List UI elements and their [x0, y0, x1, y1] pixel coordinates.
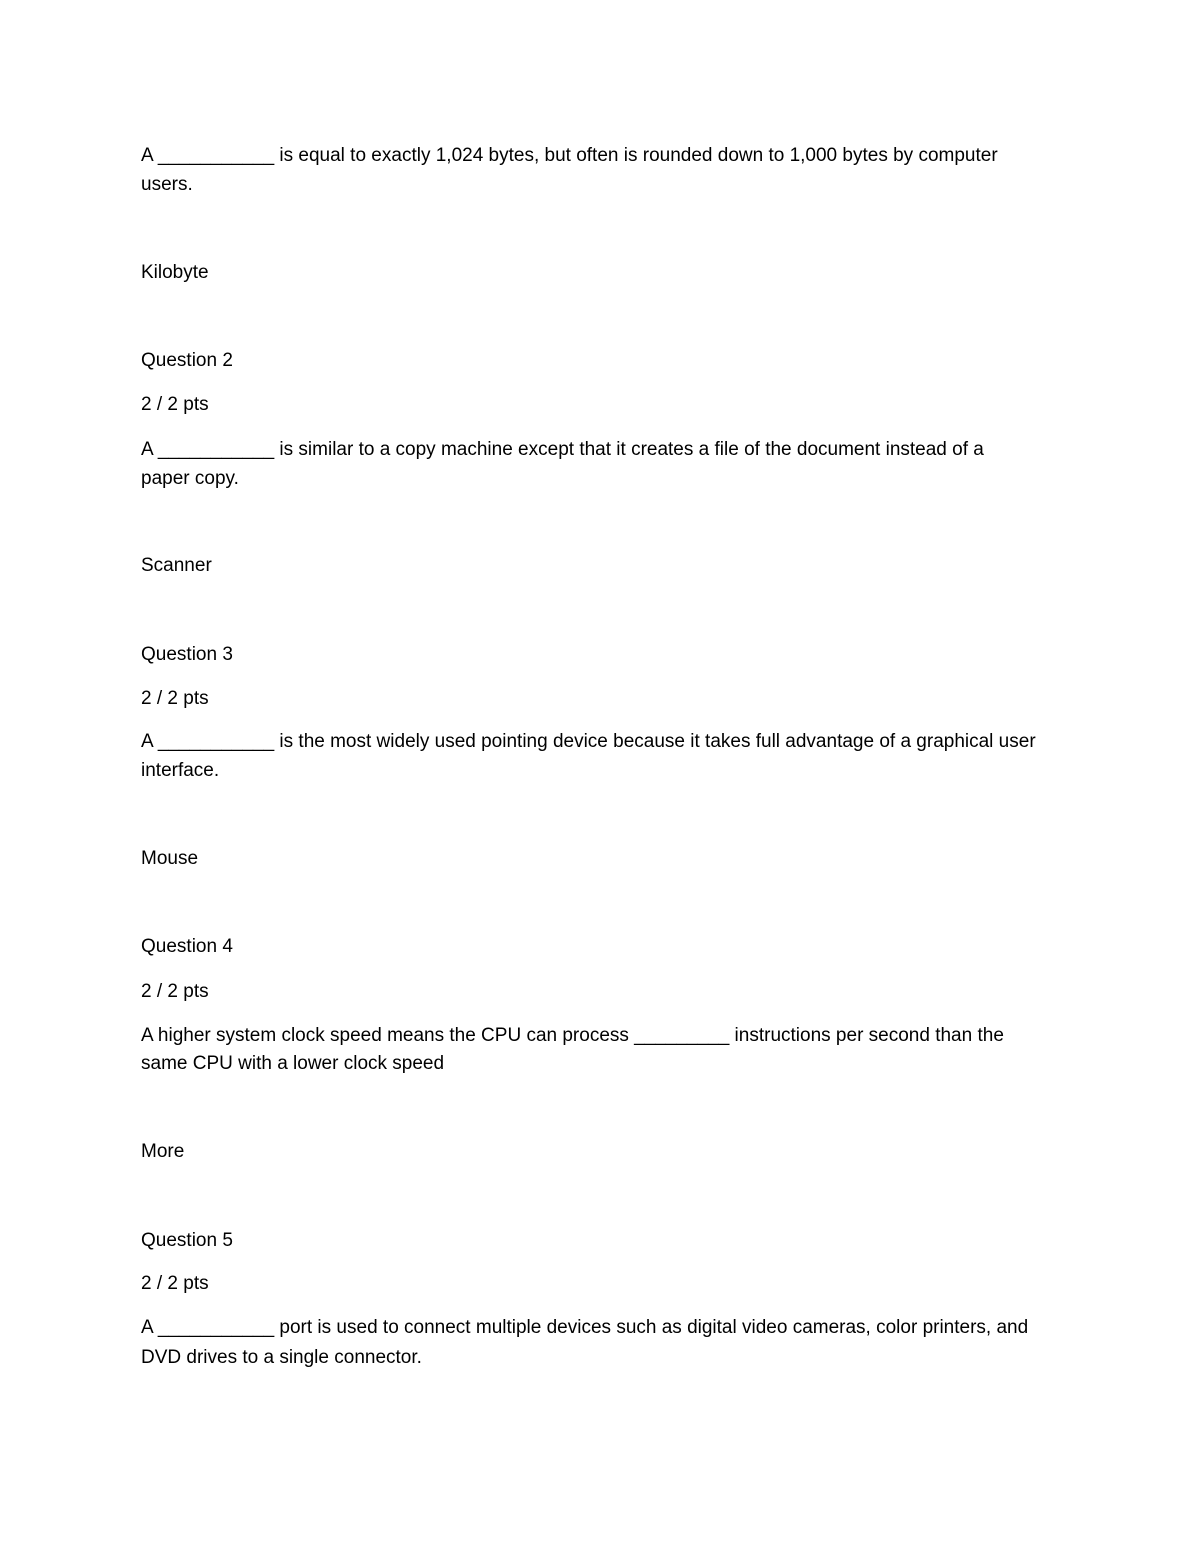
q2-text-line1: A ___________ is similar to a copy machine except that it creates a file of the document instead of a: [141, 439, 984, 460]
q4-text-line2: same CPU with a lower clock speed: [141, 1053, 445, 1074]
q1-text-line2: users.: [141, 174, 193, 195]
q5-text-line2: DVD drives to a single connector.: [141, 1347, 422, 1368]
q3-text-line2: interface.: [141, 760, 220, 781]
q2-heading: Question 2: [141, 350, 233, 371]
q5-points: 2 / 2 pts: [141, 1273, 209, 1294]
q5-text-line1: A ___________ port is used to connect multiple devices such as digital video cameras, color printers, and: [141, 1317, 1029, 1338]
q3-answer: Mouse: [141, 848, 199, 869]
q4-heading: Question 4: [141, 936, 233, 957]
q3-text-line1: A ___________ is the most widely used pointing device because it takes full advantage of a graphical user: [141, 731, 1036, 752]
q4-text-line1: A higher system clock speed means the CPU can process _________ instructions per second than the: [141, 1025, 1004, 1046]
q2-answer: Scanner: [141, 555, 212, 576]
q1-answer: Kilobyte: [141, 262, 209, 283]
q5-heading: Question 5: [141, 1230, 233, 1251]
q4-answer: More: [141, 1141, 185, 1162]
q2-text-line2: paper copy.: [141, 468, 239, 489]
q3-heading: Question 3: [141, 644, 233, 665]
q2-points: 2 / 2 pts: [141, 394, 209, 415]
q4-points: 2 / 2 pts: [141, 981, 209, 1002]
q1-text-line1: A ___________ is equal to exactly 1,024 bytes, but often is rounded down to 1,000 bytes by computer: [141, 145, 998, 166]
q3-points: 2 / 2 pts: [141, 688, 209, 709]
